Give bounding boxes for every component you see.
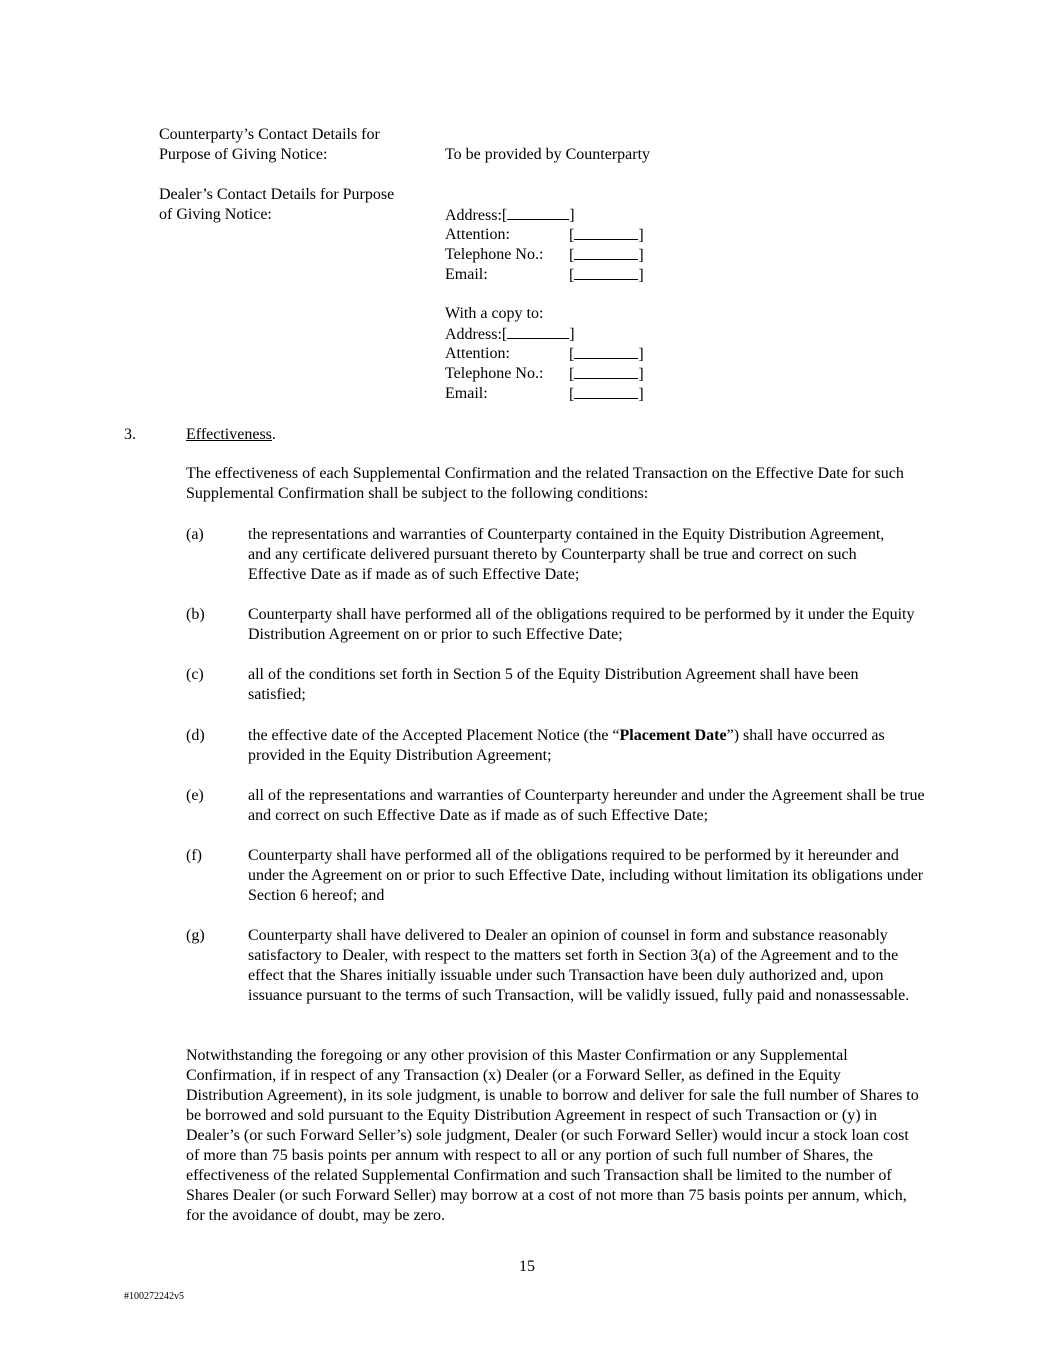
copy-email-label: Email: (445, 385, 488, 402)
dealer-attention-label: Attention: (445, 226, 510, 243)
item-label: (f) (186, 847, 202, 864)
counterparty-contact-label-line2: Purpose of Giving Notice: (159, 146, 328, 163)
dealer-email-label: Email: (445, 266, 488, 283)
item-text: Counterparty shall have delivered to Dealer an opinion of counsel in form and substance reasonably satisfactory to Dealer, with respect to the matters set forth in Section 3(a) of the Agreement and to the effect that the Shares initially issuable under such Transaction have been duly authorized and, upon issuance pursuant to the terms of such Transaction, will be validly issued, fully paid and nonassessable. (248, 927, 910, 1004)
blank-field (507, 205, 569, 220)
section-number: 3. (124, 426, 136, 443)
item-text: the representations and warranties of Counterparty contained in the Equity Distribution Agreement, and any certificate delivered pursuant thereto by Counterparty shall be true and correct on such Effective Date as if made as of such Effective Date; (248, 526, 885, 583)
blank-close-bracket: ] (569, 207, 575, 224)
page-number: 15 (519, 1258, 535, 1275)
copy-attention-label: Attention: (445, 345, 510, 362)
dealer-contact-label-line1: Dealer’s Contact Details for Purpose (159, 186, 395, 203)
item-label: (g) (186, 927, 205, 944)
item-text: the effective date of the Accepted Placement Notice (the “Placement Date”) shall have occurred as provided in the Equity Distribution Agreement; (248, 727, 885, 764)
counterparty-contact-value: To be provided by Counterparty (445, 146, 651, 163)
item-label: (a) (186, 526, 204, 543)
dealer-contact-label-line2: of Giving Notice: (159, 206, 272, 223)
item-label: (b) (186, 606, 205, 623)
document-id: #100272242v5 (124, 1291, 184, 1302)
copy-address-row: Address:[ ] (445, 326, 575, 343)
section-heading: Effectiveness. (186, 426, 276, 443)
address-label: Address: (445, 207, 502, 224)
item-text: all of the conditions set forth in Section 5 of the Equity Distribution Agreement shall have been satisfied; (248, 666, 859, 703)
dealer-email-blank: [ ] (569, 267, 644, 284)
item-text: all of the representations and warranties of Counterparty hereunder and under the Agreement shall be true and correct on such Effective Date as if made as of such Effective Date; (248, 787, 925, 824)
copy-email-blank: [ ] (569, 386, 644, 403)
dealer-telephone-label: Telephone No.: (445, 246, 544, 263)
copy-telephone-label: Telephone No.: (445, 365, 544, 382)
dealer-telephone-blank: [ ] (569, 247, 644, 264)
item-label: (d) (186, 727, 205, 744)
closing-paragraph: Notwithstanding the foregoing or any other provision of this Master Confirmation or any Supplemental Confirmation, if in respect of any Transaction (x) Dealer (or a Forward Seller, as defined in the Equity Distribution Agreement), in its sole judgment, is unable to borrow and deliver for sale the full number of Shares to be borrowed and sold pursuant to the Equity Distribution Agreement in respect of such Transaction or (y) in Dealer’s (or such Forward Seller’s) sole judgment, Dealer (or such Forward Seller) would incur a stock loan cost of more than 75 basis points per annum with respect to all or any portion of such full number of Shares, the effectiveness of the related Supplemental Confirmation and such Transaction shall be limited to the number of Shares Dealer (or such Forward Seller) may borrow at a cost of not more than 75 basis points per annum, which, for the avoidance of doubt, may be zero. (186, 1047, 919, 1224)
item-text: Counterparty shall have performed all of the obligations required to be performed by it under the Equity Distribution Agreement on or prior to such Effective Date; (248, 606, 915, 643)
address-label: Address: (445, 326, 502, 343)
item-text: Counterparty shall have performed all of the obligations required to be performed by it hereunder and under the Agreement on or prior to such Effective Date, including without limitation its obligations under Section 6 hereof; and (248, 847, 924, 904)
dealer-attention-blank: [ ] (569, 227, 644, 244)
section-intro: The effectiveness of each Supplemental Confirmation and the related Transaction on the Effective Date for such Supplemental Confirmation shall be subject to the following conditions: (186, 465, 904, 502)
defined-term: Placement Date (619, 727, 727, 744)
blank-open-bracket: [ (501, 207, 508, 224)
item-label: (c) (186, 666, 204, 683)
dealer-address-row (445, 205, 575, 226)
item-label: (e) (186, 787, 204, 804)
section-heading-text: Effectiveness (186, 426, 272, 443)
copy-attention-blank: [ ] (569, 346, 644, 363)
copy-telephone-blank: [ ] (569, 366, 644, 383)
counterparty-contact-label-line1: Counterparty’s Contact Details for (159, 126, 380, 143)
with-copy-label: With a copy to: (445, 305, 544, 322)
